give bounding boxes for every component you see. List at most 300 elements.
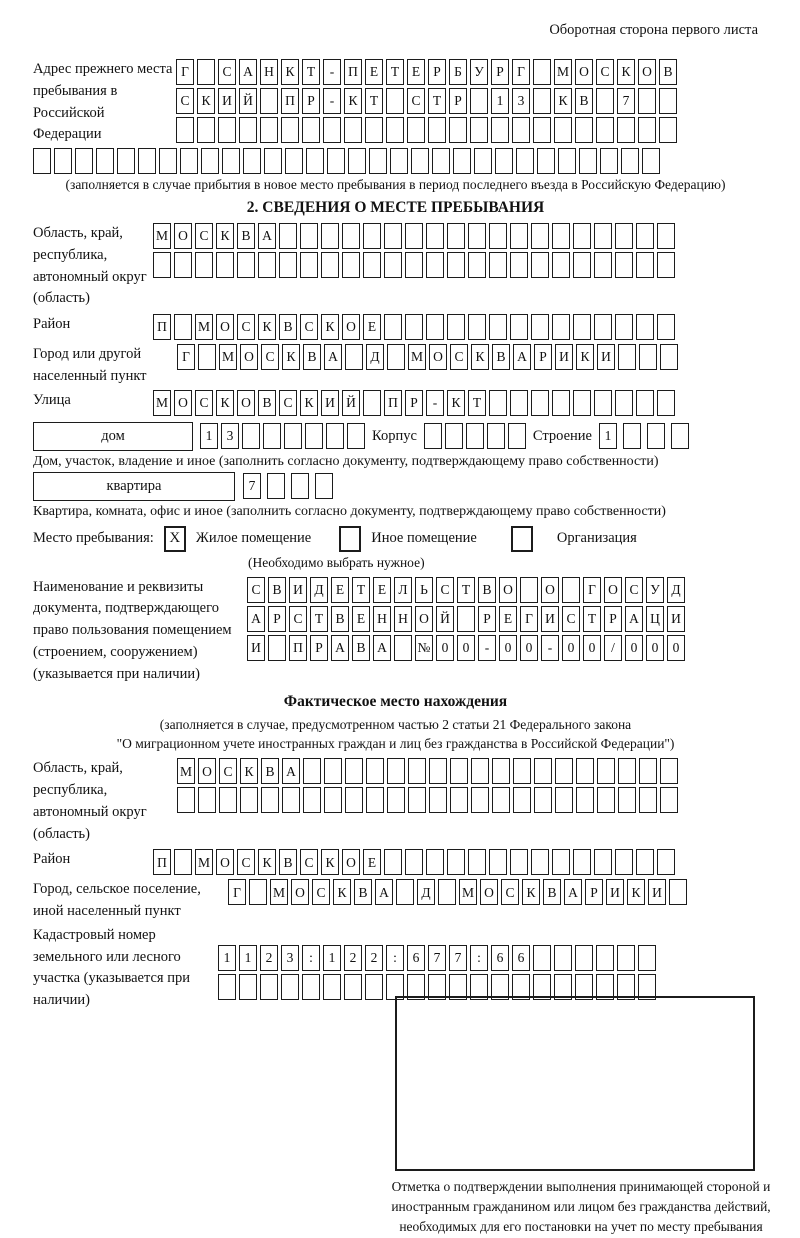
char-cell[interactable]: К [554, 88, 572, 114]
char-cell[interactable]: А [564, 879, 582, 905]
char-cell[interactable] [300, 223, 318, 249]
char-cell[interactable] [573, 390, 591, 416]
char-cell[interactable] [508, 423, 526, 449]
char-cell[interactable]: И [541, 606, 559, 632]
char-cell[interactable]: 6 [512, 945, 530, 971]
char-cell[interactable]: О [541, 577, 559, 603]
char-cell[interactable]: Е [352, 606, 370, 632]
char-cell[interactable] [323, 117, 341, 143]
char-cell[interactable] [470, 974, 488, 1000]
char-cell[interactable] [260, 88, 278, 114]
char-cell[interactable]: 7 [449, 945, 467, 971]
char-cell[interactable]: 1 [491, 88, 509, 114]
char-cell[interactable]: М [459, 879, 477, 905]
char-cell[interactable] [533, 974, 551, 1000]
char-cell[interactable] [405, 223, 423, 249]
char-cell[interactable] [306, 148, 324, 174]
char-cell[interactable]: К [576, 344, 594, 370]
char-cell[interactable] [492, 787, 510, 813]
char-cell[interactable]: 0 [499, 635, 517, 661]
char-cell[interactable] [638, 117, 656, 143]
char-cell[interactable] [363, 390, 381, 416]
char-cell[interactable] [447, 849, 465, 875]
char-cell[interactable]: С [300, 314, 318, 340]
char-cell[interactable] [576, 758, 594, 784]
char-cell[interactable]: 7 [617, 88, 635, 114]
char-cell[interactable]: В [303, 344, 321, 370]
char-cell[interactable]: В [478, 577, 496, 603]
char-cell[interactable] [384, 223, 402, 249]
char-cell[interactable] [617, 945, 635, 971]
char-cell[interactable]: О [480, 879, 498, 905]
char-cell[interactable] [552, 314, 570, 340]
char-cell[interactable]: Г [583, 577, 601, 603]
char-cell[interactable] [348, 148, 366, 174]
char-cell[interactable] [636, 252, 654, 278]
char-cell[interactable]: О [291, 879, 309, 905]
char-cell[interactable] [449, 117, 467, 143]
char-cell[interactable]: У [470, 59, 488, 85]
char-cell[interactable]: Г [512, 59, 530, 85]
char-cell[interactable]: В [279, 849, 297, 875]
char-cell[interactable] [647, 423, 665, 449]
char-cell[interactable]: К [321, 849, 339, 875]
char-cell[interactable] [657, 314, 675, 340]
char-cell[interactable]: Р [585, 879, 603, 905]
char-cell[interactable] [222, 148, 240, 174]
char-cell[interactable] [279, 252, 297, 278]
char-cell[interactable] [510, 223, 528, 249]
char-cell[interactable] [596, 974, 614, 1000]
char-cell[interactable] [510, 252, 528, 278]
char-cell[interactable]: № [415, 635, 433, 661]
char-cell[interactable] [345, 787, 363, 813]
char-cell[interactable]: О [499, 577, 517, 603]
char-cell[interactable]: Г [176, 59, 194, 85]
char-cell[interactable]: Е [499, 606, 517, 632]
char-cell[interactable] [453, 148, 471, 174]
char-cell[interactable]: О [575, 59, 593, 85]
char-cell[interactable] [534, 787, 552, 813]
char-cell[interactable]: 6 [491, 945, 509, 971]
char-cell[interactable] [363, 252, 381, 278]
char-cell[interactable]: 1 [323, 945, 341, 971]
char-cell[interactable]: С [261, 344, 279, 370]
char-cell[interactable] [195, 252, 213, 278]
char-cell[interactable]: О [174, 223, 192, 249]
char-cell[interactable]: И [555, 344, 573, 370]
char-cell[interactable]: Т [365, 88, 383, 114]
char-cell[interactable] [281, 117, 299, 143]
char-cell[interactable] [303, 758, 321, 784]
char-cell[interactable]: М [554, 59, 572, 85]
char-cell[interactable]: - [478, 635, 496, 661]
char-cell[interactable]: В [543, 879, 561, 905]
char-cell[interactable]: К [197, 88, 215, 114]
char-cell[interactable] [408, 758, 426, 784]
char-cell[interactable]: А [247, 606, 265, 632]
char-cell[interactable] [638, 945, 656, 971]
char-cell[interactable] [552, 849, 570, 875]
char-cell[interactable]: С [562, 606, 580, 632]
char-cell[interactable] [33, 148, 51, 174]
char-cell[interactable] [218, 974, 236, 1000]
char-cell[interactable]: С [312, 879, 330, 905]
char-cell[interactable] [429, 758, 447, 784]
char-cell[interactable]: 0 [520, 635, 538, 661]
char-cell[interactable] [447, 252, 465, 278]
char-cell[interactable] [240, 787, 258, 813]
char-cell[interactable] [284, 423, 302, 449]
char-cell[interactable] [366, 758, 384, 784]
char-cell[interactable]: М [153, 223, 171, 249]
char-cell[interactable]: : [386, 945, 404, 971]
char-cell[interactable]: - [426, 390, 444, 416]
char-cell[interactable]: 0 [457, 635, 475, 661]
char-cell[interactable]: С [289, 606, 307, 632]
char-cell[interactable] [573, 849, 591, 875]
char-cell[interactable] [554, 945, 572, 971]
char-cell[interactable] [450, 758, 468, 784]
char-cell[interactable] [657, 390, 675, 416]
char-cell[interactable] [636, 314, 654, 340]
char-cell[interactable] [426, 223, 444, 249]
char-cell[interactable] [201, 148, 219, 174]
char-cell[interactable] [659, 117, 677, 143]
char-cell[interactable]: О [429, 344, 447, 370]
char-cell[interactable] [470, 117, 488, 143]
char-cell[interactable] [363, 223, 381, 249]
char-cell[interactable] [596, 117, 614, 143]
char-cell[interactable] [457, 606, 475, 632]
char-cell[interactable]: О [342, 314, 360, 340]
char-cell[interactable] [600, 148, 618, 174]
char-cell[interactable] [555, 758, 573, 784]
char-cell[interactable]: И [218, 88, 236, 114]
char-cell[interactable] [594, 849, 612, 875]
char-cell[interactable]: А [258, 223, 276, 249]
char-cell[interactable]: В [237, 223, 255, 249]
char-cell[interactable] [268, 635, 286, 661]
char-cell[interactable] [471, 758, 489, 784]
char-cell[interactable] [468, 849, 486, 875]
char-cell[interactable] [516, 148, 534, 174]
char-cell[interactable]: Р [268, 606, 286, 632]
char-cell[interactable]: С [450, 344, 468, 370]
char-cell[interactable]: 0 [583, 635, 601, 661]
char-cell[interactable] [594, 314, 612, 340]
char-cell[interactable] [405, 849, 423, 875]
char-cell[interactable]: Е [363, 314, 381, 340]
char-cell[interactable]: Р [302, 88, 320, 114]
char-cell[interactable]: А [331, 635, 349, 661]
char-cell[interactable] [75, 148, 93, 174]
char-cell[interactable]: К [344, 88, 362, 114]
char-cell[interactable] [642, 148, 660, 174]
char-cell[interactable]: Г [177, 344, 195, 370]
char-cell[interactable] [597, 787, 615, 813]
char-cell[interactable] [264, 148, 282, 174]
char-cell[interactable] [384, 252, 402, 278]
char-cell[interactable]: В [575, 88, 593, 114]
char-cell[interactable] [407, 974, 425, 1000]
char-cell[interactable] [489, 849, 507, 875]
char-cell[interactable] [594, 390, 612, 416]
char-cell[interactable] [408, 787, 426, 813]
char-cell[interactable] [639, 787, 657, 813]
char-cell[interactable] [323, 974, 341, 1000]
char-cell[interactable] [261, 787, 279, 813]
char-cell[interactable] [279, 223, 297, 249]
char-cell[interactable] [555, 787, 573, 813]
char-cell[interactable]: С [300, 849, 318, 875]
char-cell[interactable] [174, 252, 192, 278]
char-cell[interactable]: В [659, 59, 677, 85]
char-cell[interactable]: К [627, 879, 645, 905]
char-cell[interactable]: О [604, 577, 622, 603]
char-cell[interactable]: Ц [646, 606, 664, 632]
char-cell[interactable] [596, 88, 614, 114]
char-cell[interactable]: С [195, 223, 213, 249]
char-cell[interactable]: К [281, 59, 299, 85]
char-cell[interactable]: О [342, 849, 360, 875]
char-cell[interactable] [510, 314, 528, 340]
char-cell[interactable] [315, 473, 333, 499]
char-cell[interactable] [303, 787, 321, 813]
char-cell[interactable]: К [447, 390, 465, 416]
char-cell[interactable] [407, 117, 425, 143]
char-cell[interactable] [510, 849, 528, 875]
char-cell[interactable] [258, 252, 276, 278]
char-cell[interactable] [657, 849, 675, 875]
char-cell[interactable] [615, 849, 633, 875]
char-cell[interactable] [54, 148, 72, 174]
char-cell[interactable]: Т [457, 577, 475, 603]
char-cell[interactable] [260, 974, 278, 1000]
char-cell[interactable] [239, 974, 257, 1000]
char-cell[interactable] [533, 59, 551, 85]
char-cell[interactable]: Й [239, 88, 257, 114]
char-cell[interactable] [342, 223, 360, 249]
char-cell[interactable]: Д [417, 879, 435, 905]
char-cell[interactable]: Р [405, 390, 423, 416]
char-cell[interactable] [450, 787, 468, 813]
char-cell[interactable] [386, 117, 404, 143]
char-cell[interactable] [468, 223, 486, 249]
char-cell[interactable] [260, 117, 278, 143]
char-cell[interactable] [618, 787, 636, 813]
char-cell[interactable] [470, 88, 488, 114]
char-cell[interactable]: О [240, 344, 258, 370]
char-cell[interactable] [638, 88, 656, 114]
char-cell[interactable]: И [597, 344, 615, 370]
char-cell[interactable]: Р [449, 88, 467, 114]
char-cell[interactable]: - [323, 88, 341, 114]
char-cell[interactable] [468, 314, 486, 340]
char-cell[interactable] [474, 148, 492, 174]
char-cell[interactable] [597, 758, 615, 784]
char-cell[interactable] [198, 787, 216, 813]
char-cell[interactable]: 0 [625, 635, 643, 661]
char-cell[interactable]: А [625, 606, 643, 632]
char-cell[interactable]: Т [428, 88, 446, 114]
char-cell[interactable]: М [219, 344, 237, 370]
checkbox-zhiloe[interactable]: X [164, 526, 186, 552]
char-cell[interactable]: Е [373, 577, 391, 603]
char-cell[interactable]: В [279, 314, 297, 340]
char-cell[interactable] [369, 148, 387, 174]
char-cell[interactable] [324, 758, 342, 784]
char-cell[interactable]: Р [310, 635, 328, 661]
char-cell[interactable]: К [300, 390, 318, 416]
char-cell[interactable] [386, 974, 404, 1000]
char-cell[interactable]: И [321, 390, 339, 416]
char-cell[interactable] [533, 88, 551, 114]
char-cell[interactable]: С [218, 59, 236, 85]
char-cell[interactable] [491, 117, 509, 143]
char-cell[interactable]: П [289, 635, 307, 661]
checkbox-organizatsiya[interactable] [511, 526, 533, 552]
char-cell[interactable] [219, 787, 237, 813]
char-cell[interactable]: И [289, 577, 307, 603]
char-cell[interactable] [447, 223, 465, 249]
char-cell[interactable] [429, 787, 447, 813]
char-cell[interactable]: С [219, 758, 237, 784]
char-cell[interactable] [552, 252, 570, 278]
char-cell[interactable]: : [470, 945, 488, 971]
char-cell[interactable]: М [195, 849, 213, 875]
char-cell[interactable] [657, 252, 675, 278]
char-cell[interactable] [471, 787, 489, 813]
checkbox-inoe[interactable] [339, 526, 361, 552]
char-cell[interactable] [117, 148, 135, 174]
char-cell[interactable] [639, 758, 657, 784]
char-cell[interactable] [216, 252, 234, 278]
char-cell[interactable] [426, 252, 444, 278]
char-cell[interactable] [615, 314, 633, 340]
char-cell[interactable]: О [638, 59, 656, 85]
char-cell[interactable]: 7 [243, 473, 261, 499]
char-cell[interactable] [281, 974, 299, 1000]
char-cell[interactable]: С [247, 577, 265, 603]
char-cell[interactable] [396, 879, 414, 905]
char-cell[interactable] [394, 635, 412, 661]
char-cell[interactable] [575, 117, 593, 143]
char-cell[interactable]: Т [386, 59, 404, 85]
char-cell[interactable] [618, 344, 636, 370]
char-cell[interactable] [660, 787, 678, 813]
char-cell[interactable] [326, 423, 344, 449]
char-cell[interactable]: Б [449, 59, 467, 85]
char-cell[interactable]: В [331, 606, 349, 632]
char-cell[interactable] [342, 252, 360, 278]
char-cell[interactable] [594, 252, 612, 278]
char-cell[interactable] [596, 945, 614, 971]
char-cell[interactable] [636, 849, 654, 875]
char-cell[interactable]: С [195, 390, 213, 416]
char-cell[interactable]: К [258, 314, 276, 340]
char-cell[interactable]: У [646, 577, 664, 603]
char-cell[interactable]: Н [394, 606, 412, 632]
char-cell[interactable] [531, 314, 549, 340]
char-cell[interactable] [243, 148, 261, 174]
char-cell[interactable] [411, 148, 429, 174]
char-cell[interactable] [366, 787, 384, 813]
char-cell[interactable]: Л [394, 577, 412, 603]
char-cell[interactable] [344, 117, 362, 143]
char-cell[interactable]: Е [363, 849, 381, 875]
char-cell[interactable] [659, 88, 677, 114]
char-cell[interactable] [282, 787, 300, 813]
char-cell[interactable] [531, 390, 549, 416]
char-cell[interactable]: 1 [239, 945, 257, 971]
char-cell[interactable]: И [606, 879, 624, 905]
char-cell[interactable] [534, 758, 552, 784]
char-cell[interactable] [302, 974, 320, 1000]
char-cell[interactable] [384, 314, 402, 340]
char-cell[interactable]: 1 [599, 423, 617, 449]
char-cell[interactable]: М [270, 879, 288, 905]
char-cell[interactable] [615, 252, 633, 278]
char-cell[interactable] [96, 148, 114, 174]
char-cell[interactable] [345, 344, 363, 370]
char-cell[interactable]: К [258, 849, 276, 875]
char-cell[interactable] [285, 148, 303, 174]
char-cell[interactable] [669, 879, 687, 905]
char-cell[interactable] [512, 974, 530, 1000]
char-cell[interactable] [615, 223, 633, 249]
char-cell[interactable]: 0 [436, 635, 454, 661]
char-cell[interactable] [365, 117, 383, 143]
char-cell[interactable]: Т [302, 59, 320, 85]
char-cell[interactable]: 2 [344, 945, 362, 971]
char-cell[interactable] [468, 252, 486, 278]
char-cell[interactable] [321, 223, 339, 249]
char-cell[interactable] [174, 849, 192, 875]
char-cell[interactable]: 0 [667, 635, 685, 661]
char-cell[interactable] [495, 148, 513, 174]
char-cell[interactable]: К [471, 344, 489, 370]
char-cell[interactable] [300, 252, 318, 278]
char-cell[interactable] [327, 148, 345, 174]
char-cell[interactable]: М [153, 390, 171, 416]
char-cell[interactable]: О [174, 390, 192, 416]
char-cell[interactable] [660, 344, 678, 370]
char-cell[interactable] [510, 390, 528, 416]
char-cell[interactable]: 0 [562, 635, 580, 661]
char-cell[interactable]: С [625, 577, 643, 603]
char-cell[interactable]: С [596, 59, 614, 85]
char-cell[interactable]: Е [365, 59, 383, 85]
char-cell[interactable] [321, 252, 339, 278]
char-cell[interactable] [513, 758, 531, 784]
char-cell[interactable] [573, 252, 591, 278]
char-cell[interactable] [512, 117, 530, 143]
char-cell[interactable]: 2 [260, 945, 278, 971]
char-cell[interactable]: - [541, 635, 559, 661]
char-cell[interactable]: 2 [365, 945, 383, 971]
char-cell[interactable]: Г [520, 606, 538, 632]
char-cell[interactable]: С [436, 577, 454, 603]
char-cell[interactable] [618, 758, 636, 784]
char-cell[interactable] [405, 314, 423, 340]
char-cell[interactable]: В [268, 577, 286, 603]
char-cell[interactable] [554, 117, 572, 143]
char-cell[interactable]: Ь [415, 577, 433, 603]
char-cell[interactable] [153, 252, 171, 278]
char-cell[interactable]: В [258, 390, 276, 416]
char-cell[interactable]: / [604, 635, 622, 661]
